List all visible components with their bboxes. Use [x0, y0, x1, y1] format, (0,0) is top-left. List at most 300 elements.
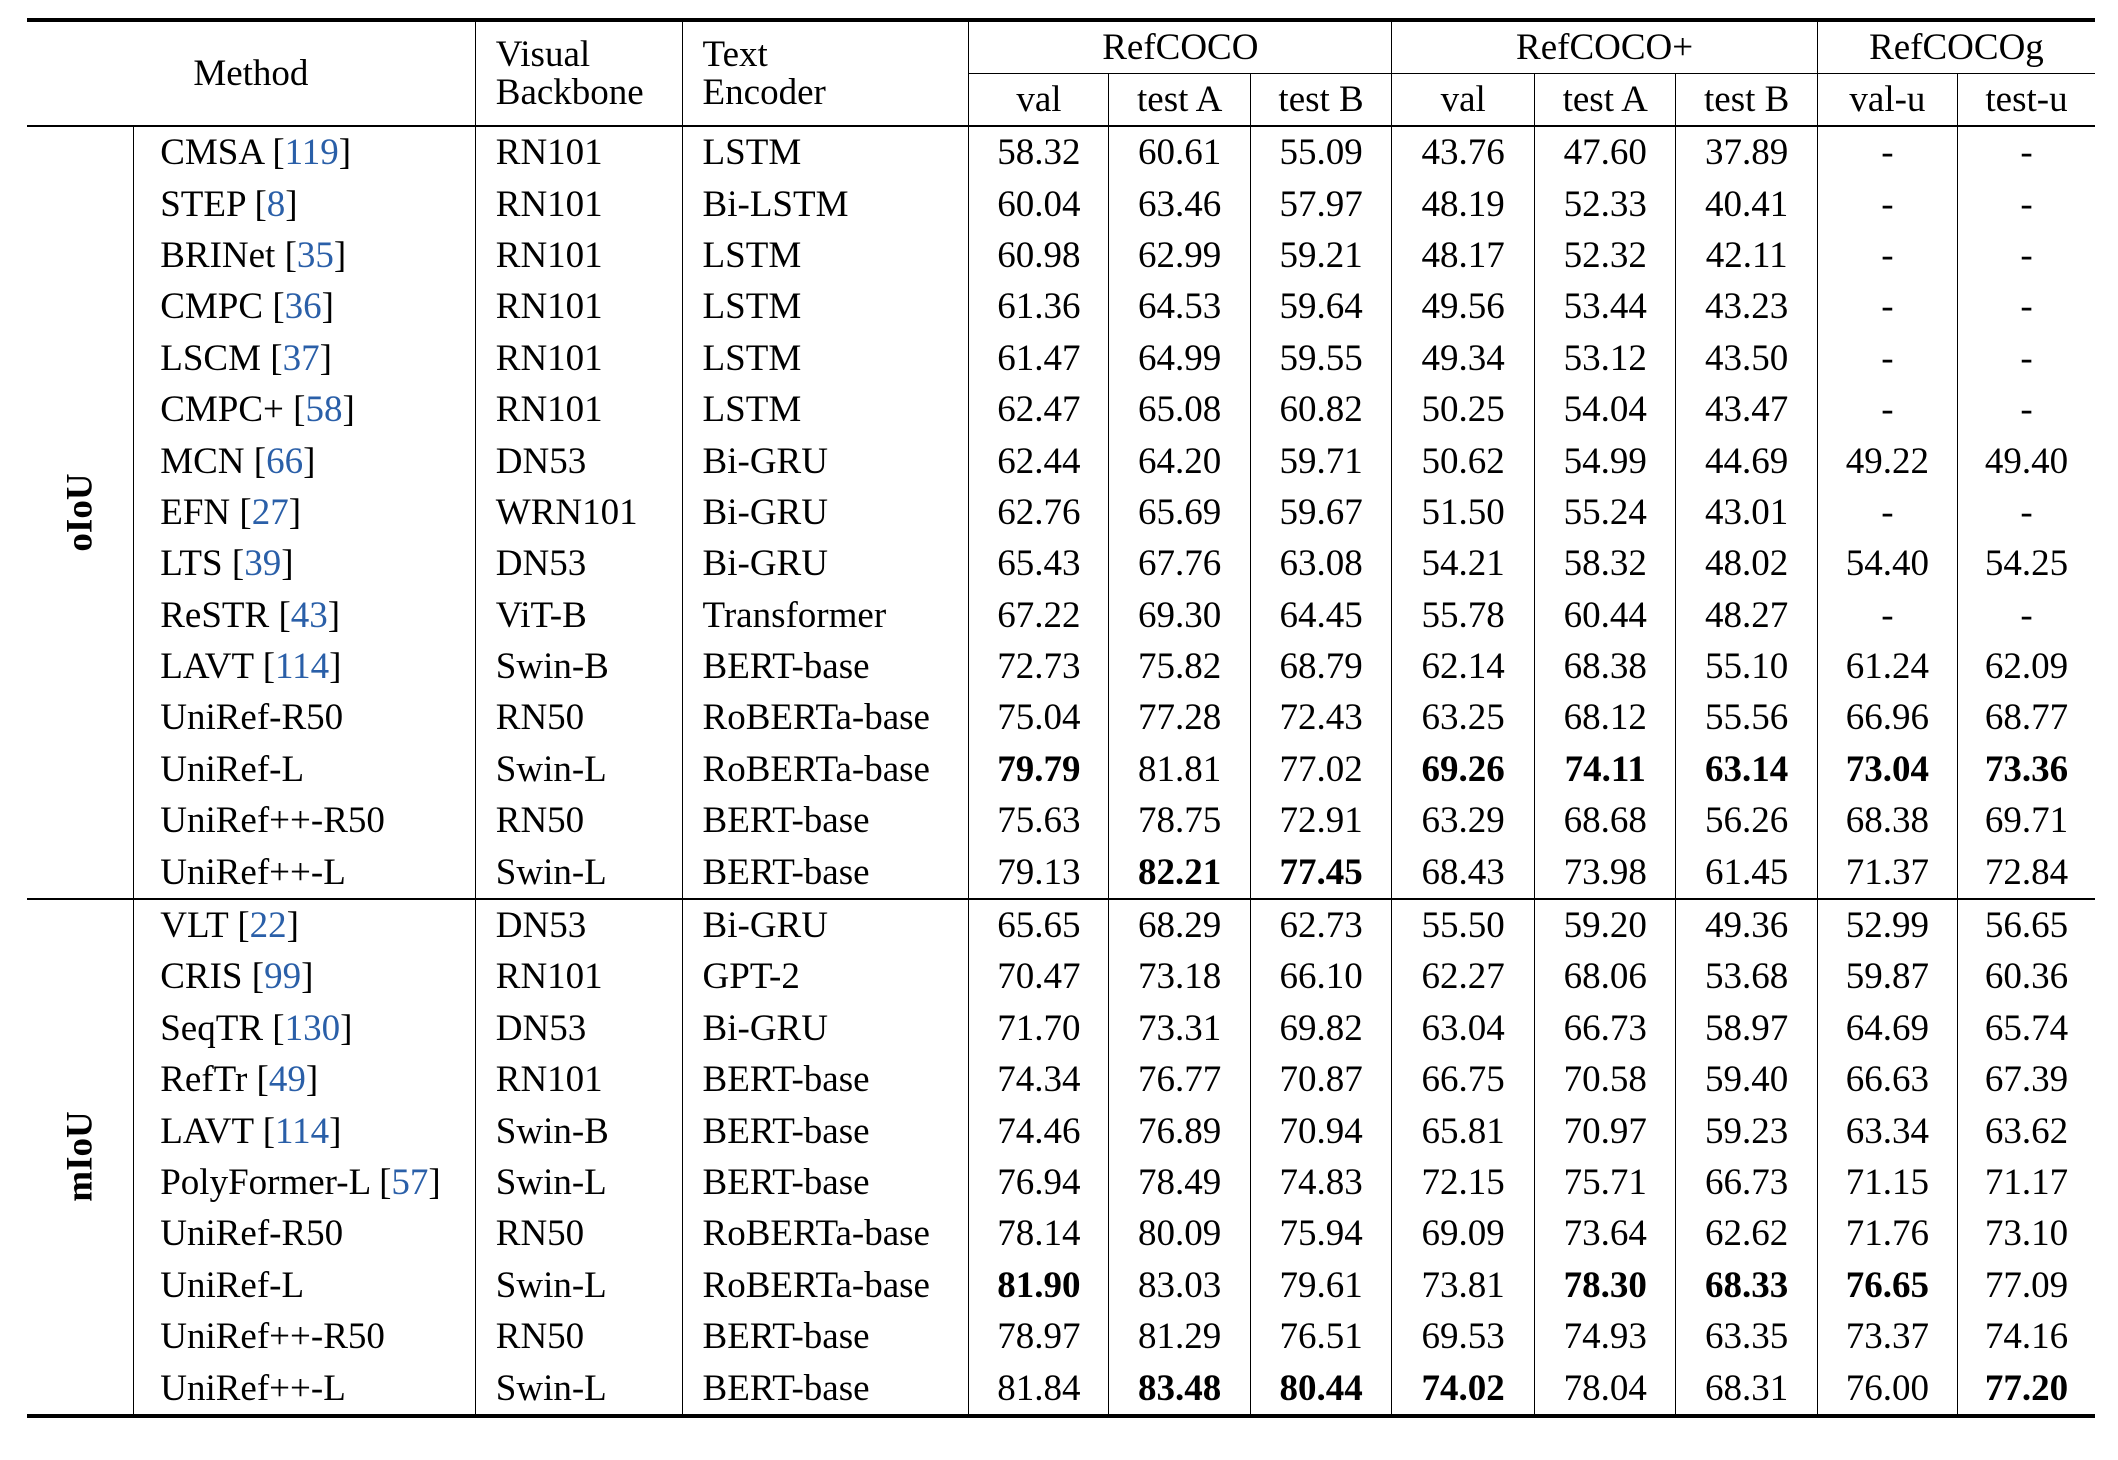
score-cell: 48.19	[1392, 178, 1535, 229]
citation-close-bracket: ]	[305, 1059, 319, 1101]
score-cell: 83.48	[1109, 1362, 1250, 1415]
score-cell: 62.99	[1109, 230, 1250, 281]
score-cell: 49.40	[1957, 435, 2095, 486]
score-cell: 49.36	[1676, 899, 1817, 951]
citation-open-bracket: [	[253, 646, 276, 688]
score-cell: 68.68	[1535, 795, 1676, 846]
score-cell: 64.20	[1109, 435, 1250, 486]
table-row	[27, 951, 2095, 1002]
header-split-refcocog-testu: test-u	[1957, 74, 2095, 127]
score-cell: 74.34	[969, 1054, 1109, 1105]
score-cell: 60.36	[1957, 951, 2095, 1002]
score-cell: 53.44	[1535, 281, 1676, 332]
table-row	[27, 333, 2095, 384]
score-cell: 71.17	[1957, 1157, 2095, 1208]
score-cell: 78.30	[1535, 1260, 1676, 1311]
citation-link[interactable]: 114	[275, 646, 330, 688]
text-encoder-cell: Bi-GRU	[682, 435, 969, 486]
score-cell: 73.64	[1535, 1208, 1676, 1259]
citation-link[interactable]: 22	[249, 905, 287, 947]
score-cell: 58.32	[969, 126, 1109, 178]
score-cell: 71.37	[1817, 846, 1957, 898]
citation-close-bracket: ]	[333, 234, 347, 276]
table-row	[27, 744, 2095, 795]
method-name: PolyFormer-L	[160, 1162, 370, 1203]
score-cell: -	[1957, 281, 2095, 332]
method-cell	[134, 178, 476, 229]
citation-link[interactable]: 49	[268, 1059, 306, 1101]
score-cell: 71.76	[1817, 1208, 1957, 1259]
score-cell: 60.82	[1250, 384, 1391, 435]
method-cell	[134, 126, 476, 178]
score-cell: 78.97	[969, 1311, 1109, 1362]
score-cell: 55.09	[1250, 126, 1391, 178]
score-cell: 59.40	[1676, 1054, 1817, 1105]
score-cell: 68.79	[1250, 641, 1391, 692]
text-encoder-cell: LSTM	[682, 281, 969, 332]
header-visual-backbone-line1: Visual	[495, 33, 591, 75]
method-cell	[134, 692, 476, 743]
method-cell	[134, 1362, 476, 1415]
method-cell	[134, 384, 476, 435]
method-cell	[134, 951, 476, 1002]
score-cell: 77.20	[1957, 1362, 2095, 1415]
citation-link[interactable]: 36	[284, 286, 322, 328]
citation-link[interactable]: 99	[264, 956, 302, 998]
score-cell: 66.96	[1817, 692, 1957, 743]
score-cell: 75.82	[1109, 641, 1250, 692]
text-encoder-cell: Bi-GRU	[682, 1003, 969, 1054]
table-row	[27, 1105, 2095, 1156]
method-cell	[134, 1003, 476, 1054]
method-cell	[134, 899, 476, 951]
score-cell: 53.12	[1535, 333, 1676, 384]
text-encoder-cell: BERT-base	[682, 795, 969, 846]
score-cell: 53.68	[1676, 951, 1817, 1002]
text-encoder-cell: BERT-base	[682, 1362, 969, 1415]
score-cell: 64.99	[1109, 333, 1250, 384]
text-encoder-cell: RoBERTa-base	[682, 744, 969, 795]
header-split-refcoco-val: val	[969, 74, 1109, 127]
method-cell	[134, 487, 476, 538]
backbone-cell: RN101	[475, 951, 682, 1002]
score-cell: 74.46	[969, 1105, 1109, 1156]
citation-close-bracket: ]	[286, 905, 299, 947]
citation-link[interactable]: 37	[282, 337, 320, 379]
score-cell: 70.87	[1250, 1054, 1391, 1105]
score-cell: 63.25	[1392, 692, 1535, 743]
score-cell: 66.73	[1535, 1003, 1676, 1054]
score-cell: 62.76	[969, 487, 1109, 538]
score-cell: 68.33	[1676, 1260, 1817, 1311]
table-row	[27, 435, 2095, 486]
score-cell: 79.13	[969, 846, 1109, 898]
citation-close-bracket: ]	[329, 646, 342, 688]
table-header	[27, 20, 2095, 126]
citation-close-bracket: ]	[319, 337, 332, 379]
header-text-encoder-line1: Text	[702, 33, 768, 75]
method-name: MCN	[160, 440, 245, 482]
table-row	[27, 1260, 2095, 1311]
score-cell: 65.74	[1957, 1003, 2095, 1054]
table-row	[27, 1311, 2095, 1362]
method-name: LAVT	[160, 646, 254, 688]
score-cell: 63.04	[1392, 1003, 1535, 1054]
citation-link[interactable]: 119	[284, 132, 339, 174]
backbone-cell: DN53	[475, 899, 682, 951]
metric-label: oIoU	[59, 473, 101, 552]
backbone-cell: Swin-B	[475, 1105, 682, 1156]
table-row	[27, 178, 2095, 229]
method-cell	[134, 1311, 476, 1362]
score-cell: 81.90	[969, 1260, 1109, 1311]
citation-link[interactable]: 27	[251, 491, 289, 533]
score-cell: 73.04	[1817, 744, 1957, 795]
score-cell: 79.79	[969, 744, 1109, 795]
backbone-cell: RN101	[475, 1054, 682, 1105]
score-cell: 43.50	[1676, 333, 1817, 384]
text-encoder-cell: LSTM	[682, 230, 969, 281]
score-cell: 73.31	[1109, 1003, 1250, 1054]
method-cell	[134, 846, 476, 898]
score-cell: -	[1957, 590, 2095, 641]
citation-close-bracket: ]	[303, 440, 316, 482]
score-cell: 63.62	[1957, 1105, 2095, 1156]
citation-link[interactable]: 35	[296, 234, 334, 276]
method-name: LSCM	[160, 337, 261, 379]
header-split-refcocog-valu: val-u	[1817, 74, 1957, 127]
score-cell: 60.61	[1109, 126, 1250, 178]
method-name: CMSA	[160, 132, 264, 174]
score-cell: 74.11	[1535, 744, 1676, 795]
score-cell: 56.26	[1676, 795, 1817, 846]
score-cell: 59.67	[1250, 487, 1391, 538]
backbone-cell: Swin-B	[475, 641, 682, 692]
score-cell: 61.47	[969, 333, 1109, 384]
method-name: LAVT	[160, 1110, 254, 1152]
citation-close-bracket: ]	[428, 1162, 441, 1203]
score-cell: 61.36	[969, 281, 1109, 332]
score-cell: 67.39	[1957, 1054, 2095, 1105]
score-cell: 48.02	[1676, 538, 1817, 589]
score-cell: 78.75	[1109, 795, 1250, 846]
citation-open-bracket: [	[230, 491, 252, 533]
method-cell	[134, 795, 476, 846]
method-name: CRIS	[160, 956, 243, 998]
table-row	[27, 487, 2095, 538]
score-cell: 75.94	[1250, 1208, 1391, 1259]
score-cell: 76.89	[1109, 1105, 1250, 1156]
score-cell: 66.75	[1392, 1054, 1535, 1105]
score-cell: -	[1817, 384, 1957, 435]
backbone-cell: RN50	[475, 692, 682, 743]
score-cell: 70.97	[1535, 1105, 1676, 1156]
citation-open-bracket: [	[247, 1059, 269, 1101]
method-cell	[134, 1157, 476, 1208]
results-table-wrapper	[27, 18, 2095, 1418]
method-cell	[134, 1260, 476, 1311]
score-cell: 59.20	[1535, 899, 1676, 951]
score-cell: 76.65	[1817, 1260, 1957, 1311]
header-visual-backbone-line2: Backbone	[495, 71, 644, 113]
score-cell: 49.22	[1817, 435, 1957, 486]
citation-open-bracket: [	[369, 1162, 392, 1203]
citation-close-bracket: ]	[329, 1110, 342, 1152]
score-cell: 60.44	[1535, 590, 1676, 641]
score-cell: 65.65	[969, 899, 1109, 951]
table-row	[27, 692, 2095, 743]
table-row	[27, 538, 2095, 589]
header-group-refcocog: RefCOCOg	[1817, 20, 2095, 74]
score-cell: 61.24	[1817, 641, 1957, 692]
score-cell: 43.01	[1676, 487, 1817, 538]
method-cell	[134, 333, 476, 384]
table-row	[27, 641, 2095, 692]
citation-close-bracket: ]	[281, 543, 294, 585]
score-cell: 48.27	[1676, 590, 1817, 641]
score-cell: -	[1817, 126, 1957, 178]
score-cell: -	[1817, 487, 1957, 538]
score-cell: 62.44	[969, 435, 1109, 486]
score-cell: 70.47	[969, 951, 1109, 1002]
citation-link[interactable]: 114	[275, 1110, 330, 1152]
score-cell: 63.46	[1109, 178, 1250, 229]
score-cell: 71.15	[1817, 1157, 1957, 1208]
backbone-cell: DN53	[475, 538, 682, 589]
score-cell: -	[1957, 230, 2095, 281]
method-cell	[134, 744, 476, 795]
method-cell	[134, 1208, 476, 1259]
score-cell: 68.38	[1817, 795, 1957, 846]
score-cell: 81.29	[1109, 1311, 1250, 1362]
score-cell: 68.29	[1109, 899, 1250, 951]
table-row	[27, 795, 2095, 846]
table-body	[27, 126, 2095, 1416]
backbone-cell: RN101	[475, 126, 682, 178]
method-name: UniRef++-L	[160, 1367, 346, 1409]
score-cell: 73.98	[1535, 846, 1676, 898]
text-encoder-cell: Bi-GRU	[682, 538, 969, 589]
method-name: RefTr	[160, 1059, 248, 1101]
metric-group-label	[27, 899, 134, 1416]
score-cell: -	[1957, 384, 2095, 435]
citation-open-bracket: [	[263, 1007, 285, 1049]
score-cell: 59.87	[1817, 951, 1957, 1002]
backbone-cell: Swin-L	[475, 846, 682, 898]
header-split-refcocoplus-testa: test A	[1535, 74, 1676, 127]
score-cell: 67.22	[969, 590, 1109, 641]
citation-open-bracket: [	[253, 1110, 276, 1152]
score-cell: 79.61	[1250, 1260, 1391, 1311]
method-name: UniRef++-R50	[160, 800, 385, 842]
citation-open-bracket: [	[242, 956, 265, 998]
score-cell: 63.35	[1676, 1311, 1817, 1362]
citation-open-bracket: [	[283, 389, 306, 431]
score-cell: 54.40	[1817, 538, 1957, 589]
text-encoder-cell: Bi-GRU	[682, 899, 969, 951]
score-cell: 68.77	[1957, 692, 2095, 743]
backbone-cell: Swin-L	[475, 744, 682, 795]
score-cell: 51.50	[1392, 487, 1535, 538]
score-cell: 58.97	[1676, 1003, 1817, 1054]
score-cell: 83.03	[1109, 1260, 1250, 1311]
method-name: ReSTR	[160, 594, 270, 636]
table-row	[27, 846, 2095, 898]
citation-link[interactable]: 130	[284, 1007, 341, 1049]
score-cell: 68.12	[1535, 692, 1676, 743]
table-row	[27, 899, 2095, 951]
text-encoder-cell: Bi-GRU	[682, 487, 969, 538]
score-cell: 70.94	[1250, 1105, 1391, 1156]
table-row	[27, 1208, 2095, 1259]
score-cell: 65.08	[1109, 384, 1250, 435]
backbone-cell: ViT-B	[475, 590, 682, 641]
table-row	[27, 384, 2095, 435]
score-cell: 54.04	[1535, 384, 1676, 435]
score-cell: 77.09	[1957, 1260, 2095, 1311]
score-cell: 60.98	[969, 230, 1109, 281]
score-cell: 69.53	[1392, 1311, 1535, 1362]
citation-open-bracket: [	[269, 594, 291, 636]
score-cell: 63.34	[1817, 1105, 1957, 1156]
method-cell	[134, 435, 476, 486]
score-cell: 63.14	[1676, 744, 1817, 795]
citation-link[interactable]: 57	[391, 1162, 429, 1203]
score-cell: 44.69	[1676, 435, 1817, 486]
score-cell: 56.65	[1957, 899, 2095, 951]
text-encoder-cell: RoBERTa-base	[682, 1260, 969, 1311]
header-group-refcoco-plus: RefCOCO+	[1392, 20, 1818, 74]
metric-label: mIoU	[59, 1111, 101, 1203]
score-cell: 73.18	[1109, 951, 1250, 1002]
score-cell: 52.32	[1535, 230, 1676, 281]
citation-close-bracket: ]	[342, 389, 355, 431]
score-cell: 64.53	[1109, 281, 1250, 332]
method-name: STEP	[160, 183, 246, 225]
score-cell: 70.58	[1535, 1054, 1676, 1105]
score-cell: 55.24	[1535, 487, 1676, 538]
score-cell: 54.99	[1535, 435, 1676, 486]
table-row	[27, 1362, 2095, 1415]
score-cell: -	[1817, 230, 1957, 281]
score-cell: 69.26	[1392, 744, 1535, 795]
citation-open-bracket: [	[263, 132, 285, 174]
score-cell: 64.45	[1250, 590, 1391, 641]
method-name: UniRef-R50	[160, 697, 344, 739]
citation-link[interactable]: 58	[305, 389, 343, 431]
score-cell: 77.28	[1109, 692, 1250, 743]
score-cell: 78.04	[1535, 1362, 1676, 1415]
score-cell: 47.60	[1535, 126, 1676, 178]
backbone-cell: Swin-L	[475, 1157, 682, 1208]
method-cell	[134, 230, 476, 281]
score-cell: 67.76	[1109, 538, 1250, 589]
score-cell: 62.09	[1957, 641, 2095, 692]
score-cell: 76.00	[1817, 1362, 1957, 1415]
score-cell: 49.56	[1392, 281, 1535, 332]
citation-link[interactable]: 43	[290, 594, 328, 636]
backbone-cell: RN50	[475, 1311, 682, 1362]
score-cell: 55.78	[1392, 590, 1535, 641]
backbone-cell: WRN101	[475, 487, 682, 538]
score-cell: -	[1957, 487, 2095, 538]
score-cell: 61.45	[1676, 846, 1817, 898]
score-cell: 55.50	[1392, 899, 1535, 951]
score-cell: 72.15	[1392, 1157, 1535, 1208]
score-cell: -	[1817, 178, 1957, 229]
score-cell: 54.25	[1957, 538, 2095, 589]
score-cell: 69.71	[1957, 795, 2095, 846]
backbone-cell: RN101	[475, 178, 682, 229]
table-row	[27, 281, 2095, 332]
citation-open-bracket: [	[222, 543, 245, 585]
score-cell: 74.93	[1535, 1311, 1676, 1362]
score-cell: 78.14	[969, 1208, 1109, 1259]
score-cell: 75.71	[1535, 1157, 1676, 1208]
score-cell: 69.09	[1392, 1208, 1535, 1259]
citation-link[interactable]: 39	[244, 543, 282, 585]
backbone-cell: DN53	[475, 435, 682, 486]
text-encoder-cell: LSTM	[682, 384, 969, 435]
score-cell: 54.21	[1392, 538, 1535, 589]
score-cell: 62.14	[1392, 641, 1535, 692]
score-cell: 64.69	[1817, 1003, 1957, 1054]
method-name: VLT	[160, 905, 229, 947]
method-cell	[134, 590, 476, 641]
table-row	[27, 1157, 2095, 1208]
score-cell: 40.41	[1676, 178, 1817, 229]
score-cell: 52.99	[1817, 899, 1957, 951]
text-encoder-cell: RoBERTa-base	[682, 692, 969, 743]
score-cell: 69.30	[1109, 590, 1250, 641]
score-cell: 76.51	[1250, 1311, 1391, 1362]
method-name: UniRef++-L	[160, 851, 346, 893]
header-split-refcoco-testa: test A	[1109, 74, 1250, 127]
score-cell: 63.29	[1392, 795, 1535, 846]
citation-open-bracket: [	[228, 905, 250, 947]
citation-close-bracket: ]	[288, 491, 302, 533]
backbone-cell: RN101	[475, 230, 682, 281]
score-cell: 52.33	[1535, 178, 1676, 229]
table-row	[27, 590, 2095, 641]
citation-open-bracket: [	[275, 234, 297, 276]
citation-close-bracket: ]	[338, 132, 352, 174]
score-cell: 76.94	[969, 1157, 1109, 1208]
score-cell: 60.04	[969, 178, 1109, 229]
citation-link[interactable]: 8	[266, 183, 286, 225]
citation-link[interactable]: 66	[266, 440, 304, 482]
method-name: CMPC+	[160, 389, 284, 431]
score-cell: 43.47	[1676, 384, 1817, 435]
citation-close-bracket: ]	[321, 286, 334, 328]
score-cell: 75.04	[969, 692, 1109, 743]
citation-open-bracket: [	[245, 183, 267, 225]
method-name: CMPC	[160, 286, 264, 328]
citation-close-bracket: ]	[327, 594, 341, 636]
score-cell: 59.23	[1676, 1105, 1817, 1156]
metric-group-label	[27, 126, 134, 899]
score-cell: 68.31	[1676, 1362, 1817, 1415]
score-cell: 77.45	[1250, 846, 1391, 898]
score-cell: 50.62	[1392, 435, 1535, 486]
score-cell: 76.77	[1109, 1054, 1250, 1105]
citation-close-bracket: ]	[340, 1007, 353, 1049]
score-cell: 71.70	[969, 1003, 1109, 1054]
backbone-cell: DN53	[475, 1003, 682, 1054]
citation-open-bracket: [	[260, 337, 283, 379]
score-cell: 62.47	[969, 384, 1109, 435]
score-cell: 82.21	[1109, 846, 1250, 898]
